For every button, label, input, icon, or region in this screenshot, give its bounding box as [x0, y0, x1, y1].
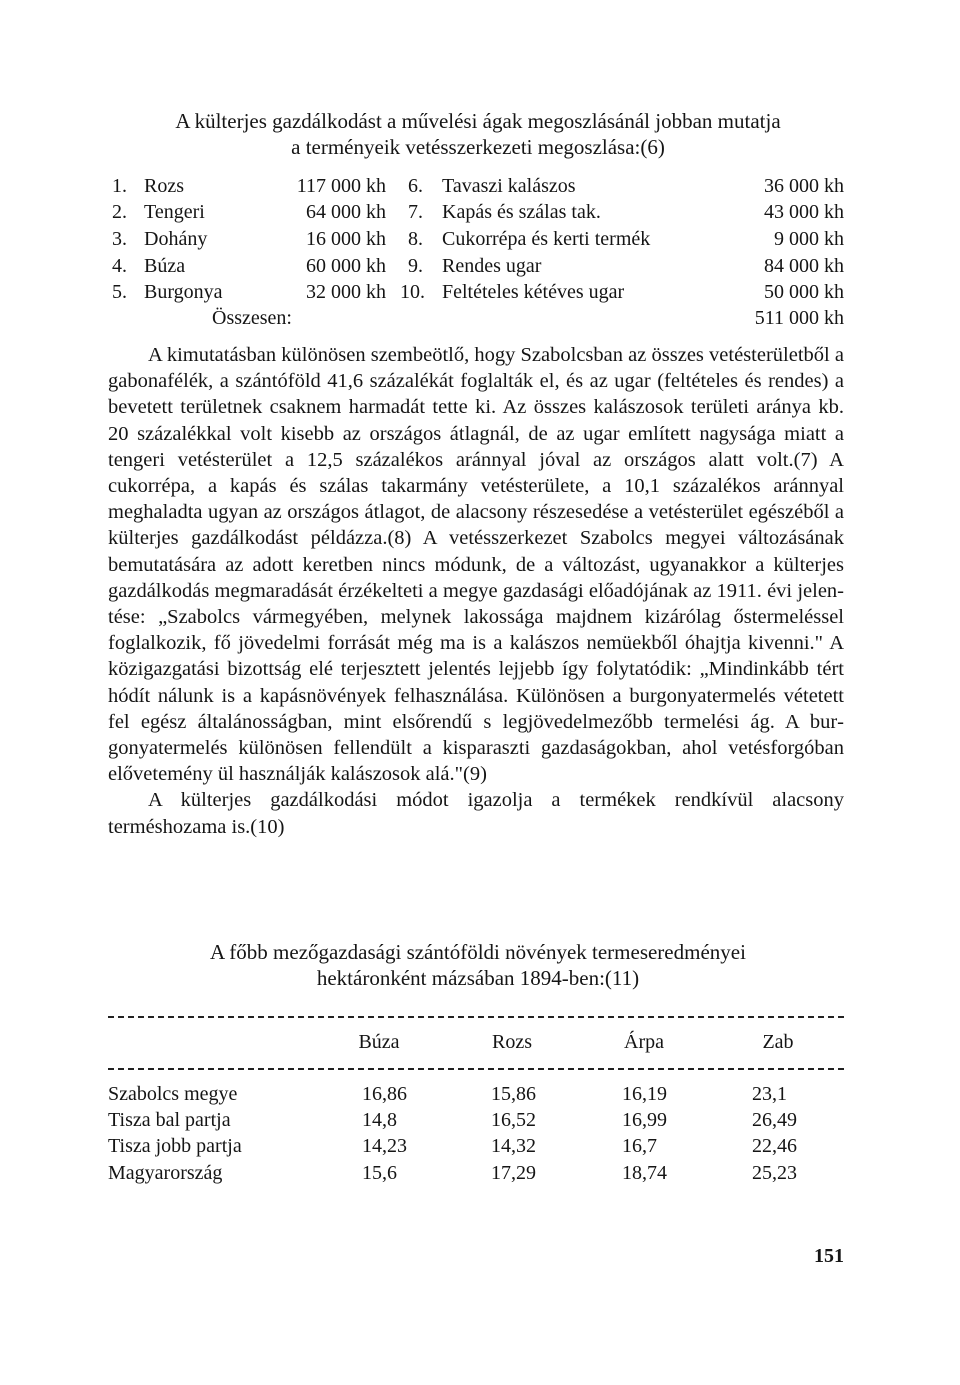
item-value: 16 000 kh [306, 228, 386, 250]
table-cell: 17,29 [491, 1162, 536, 1184]
item-value: 50 000 kh [764, 281, 844, 303]
item-number: 1. [112, 175, 127, 197]
heading-line-1: A külterjes gazdálkodást a művelési ágak megoszlásánál jobban mutatja [175, 109, 781, 133]
item-number: 8. [408, 228, 423, 250]
item-name: Tengeri [144, 201, 205, 223]
item-name: Cukorrépa és kerti termék [442, 228, 651, 250]
table-cell: 16,86 [362, 1083, 407, 1105]
table-cell: 18,74 [622, 1162, 667, 1184]
table-cell: 25,23 [752, 1162, 797, 1184]
item-value: 60 000 kh [306, 255, 386, 277]
total-value: 511 000 kh [754, 307, 844, 329]
item-name: Burgonya [144, 281, 223, 303]
column-header: Zab [762, 1031, 794, 1053]
item-name: Kapás és szálas tak. [442, 201, 601, 223]
item-name: Rozs [144, 175, 184, 197]
page-number: 151 [814, 1245, 844, 1267]
row-label: Szabolcs megye [108, 1083, 238, 1105]
table-cell: 16,99 [622, 1109, 667, 1131]
table-cell: 16,52 [491, 1109, 536, 1131]
item-number: 4. [112, 255, 127, 277]
total-label: Összesen: [212, 307, 292, 329]
item-value: 43 000 kh [764, 201, 844, 223]
item-value: 9 000 kh [774, 228, 844, 250]
item-number: 5. [112, 281, 127, 303]
table-cell: 23,1 [752, 1083, 787, 1105]
paragraph: A kimutatásban különösen szembeötlő, hogy Szabolcsban az összes vetésterületből a gabonafélék, a szántóföld 41,6 százalékát foglalták el, és az ugar (feltételes és rendes) a bevetett területnek csaknem harmadát tette ki. Az összes kalászosok területi aránya kb. 20 százalékkal volt kisebb az országos átlagnál, de az ugar említett nagysága miatt a tengeri vetésterület a 12,5 százalékos aránnyal jóval az országos alatt volt.(7) A cukorrépa, a kapás és szálas takarmány vetésterülete, a 10,1 százalékos aránnyal meghaladta ugyan az országos átlagot, de alacsony részesedése a vetésterület egészéből a külterjes gazdálkodást példázza.(8) A vetésszerkezet Szabolcs megyei változásának bemutatására az adott keretben nincs módunk, de a változást, ugyanakkor a külterjes gazdálkodás megmaradását érzékelteti a megye gazdasági előadójának az 1911. évi jelentése: „Szabolcs vármegyében, melynek lakossága majdnem kizárólag őstermeléssel foglalkozik, fő jövedelmi forrását még ma is a kalászos nemüekből óhajtja kivenni." A közigazgatási bizottság elé terjesztett jelentés lejjebb így folytatódik: „Mindinkább tért hódít nálunk is a kapásnövények felhasználása. Különösen a burgonyatermelés vétetett fel egész általánosságban, mint elsőrendű s legjövedelmezőbb termelési ág. A burgonyatermelés különösen fellendült a kisparaszti gazdaságokban, ahol vetésforgóban elővetemény ül használják kalászosok alá."(9) [108, 344, 844, 786]
table-rule-top [108, 1016, 844, 1018]
item-value: 117 000 kh [296, 175, 386, 197]
table-cell: 26,49 [752, 1109, 797, 1131]
item-value: 36 000 kh [764, 175, 844, 197]
table-title-line-2: hektáronként mázsában 1894-ben:(11) [316, 966, 640, 990]
table-cell: 14,8 [362, 1109, 397, 1131]
item-value: 84 000 kh [764, 255, 844, 277]
item-number: 3. [112, 228, 127, 250]
table-cell: 16,19 [622, 1083, 667, 1105]
item-number: 9. [408, 255, 423, 277]
paragraph: A külterjes gazdálkodási módot igazolja a termékek rendkívül alacsony terméshozama is.(10) [108, 789, 844, 838]
item-number: 6. [408, 175, 423, 197]
table-cell: 14,23 [362, 1135, 407, 1157]
item-name: Feltételes kétéves ugar [442, 281, 625, 303]
item-number: 2. [112, 201, 127, 223]
table-cell: 16,7 [622, 1135, 657, 1157]
table-cell: 15,6 [362, 1162, 397, 1184]
column-header: Rozs [492, 1031, 532, 1053]
item-value: 32 000 kh [306, 281, 386, 303]
heading-line-2: a terményeik vetésszerkezeti megoszlása:(6) [291, 135, 665, 159]
table-rule-header [108, 1068, 844, 1070]
table-title-line-1: A főbb mezőgazdasági szántóföldi növények termeseredményei [210, 940, 746, 964]
item-name: Tavaszi kalászos [442, 175, 576, 197]
column-header: Búza [358, 1031, 400, 1053]
column-header: Árpa [624, 1031, 664, 1053]
body-text [108, 342, 844, 840]
item-value: 64 000 kh [306, 201, 386, 223]
row-label: Magyarország [108, 1162, 223, 1184]
table-cell: 14,32 [491, 1135, 536, 1157]
row-label: Tisza bal partja [108, 1109, 231, 1131]
item-name: Dohány [144, 228, 208, 250]
item-number: 10. [400, 281, 425, 303]
item-number: 7. [408, 201, 423, 223]
item-name: Rendes ugar [442, 255, 542, 277]
table-cell: 15,86 [491, 1083, 536, 1105]
table-cell: 22,46 [752, 1135, 797, 1157]
item-name: Búza [144, 255, 186, 277]
row-label: Tisza jobb partja [108, 1135, 242, 1157]
